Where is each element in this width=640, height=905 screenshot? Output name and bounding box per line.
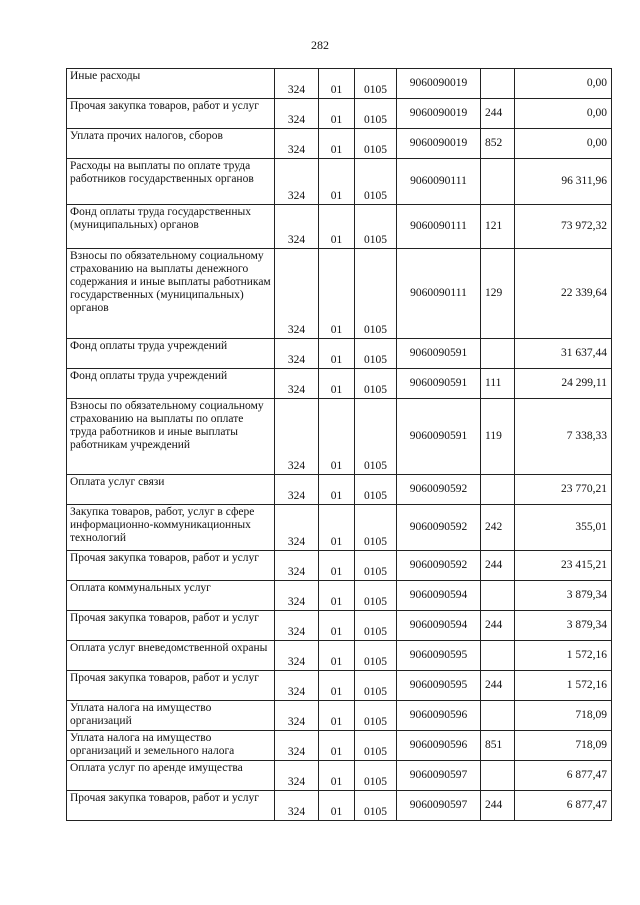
row-section-code: 01 (319, 731, 355, 761)
row-department-code: 324 (275, 99, 319, 129)
row-department-code: 324 (275, 671, 319, 701)
row-department-code: 324 (275, 701, 319, 731)
row-department-code: 324 (275, 249, 319, 339)
row-amount: 22 339,64 (515, 249, 612, 339)
row-subsection-code: 0105 (355, 399, 397, 475)
row-name: Взносы по обязательному социальному страхованию на выплаты денежного содержания и иные выплаты работникам государственных (муниципальных) органов (67, 249, 275, 339)
row-target-article-code: 9060090111 (397, 205, 481, 249)
row-amount: 24 299,11 (515, 369, 612, 399)
table-row (67, 339, 612, 369)
row-expense-type-code: 129 (481, 249, 515, 339)
row-subsection-code: 0105 (355, 475, 397, 505)
row-subsection-code: 0105 (355, 249, 397, 339)
row-name: Фонд оплаты труда государственных (муниципальных) органов (67, 205, 275, 249)
row-subsection-code: 0105 (355, 551, 397, 581)
row-expense-type-code (481, 339, 515, 369)
table-row (67, 791, 612, 821)
row-amount: 1 572,16 (515, 671, 612, 701)
row-expense-type-code: 244 (481, 551, 515, 581)
row-name: Фонд оплаты труда учреждений (67, 339, 275, 369)
row-expense-type-code (481, 761, 515, 791)
row-target-article-code: 9060090595 (397, 641, 481, 671)
table-row (67, 99, 612, 129)
row-section-code: 01 (319, 791, 355, 821)
row-name: Прочая закупка товаров, работ и услуг (67, 551, 275, 581)
row-section-code: 01 (319, 99, 355, 129)
row-expense-type-code (481, 69, 515, 99)
table-row (67, 611, 612, 641)
row-amount: 355,01 (515, 505, 612, 551)
row-department-code: 324 (275, 611, 319, 641)
row-section-code: 01 (319, 701, 355, 731)
row-target-article-code: 9060090596 (397, 731, 481, 761)
row-subsection-code: 0105 (355, 581, 397, 611)
table-row (67, 205, 612, 249)
row-name: Взносы по обязательному социальному страхованию на выплаты по оплате труда работников и иные выплаты работникам учреждений (67, 399, 275, 475)
row-expense-type-code: 852 (481, 129, 515, 159)
table-row (67, 129, 612, 159)
row-section-code: 01 (319, 671, 355, 701)
row-expense-type-code: 121 (481, 205, 515, 249)
row-amount: 7 338,33 (515, 399, 612, 475)
row-subsection-code: 0105 (355, 611, 397, 641)
row-section-code: 01 (319, 475, 355, 505)
row-target-article-code: 9060090594 (397, 581, 481, 611)
row-amount: 0,00 (515, 69, 612, 99)
row-expense-type-code: 244 (481, 611, 515, 641)
row-name: Уплата налога на имущество организаций (67, 701, 275, 731)
row-name: Оплата услуг вневедомственной охраны (67, 641, 275, 671)
row-expense-type-code (481, 701, 515, 731)
row-section-code: 01 (319, 129, 355, 159)
row-department-code: 324 (275, 641, 319, 671)
table-row (67, 249, 612, 339)
row-subsection-code: 0105 (355, 99, 397, 129)
row-amount: 96 311,96 (515, 159, 612, 205)
row-department-code: 324 (275, 399, 319, 475)
row-subsection-code: 0105 (355, 641, 397, 671)
row-section-code: 01 (319, 69, 355, 99)
row-department-code: 324 (275, 551, 319, 581)
table-row (67, 761, 612, 791)
row-department-code: 324 (275, 505, 319, 551)
row-subsection-code: 0105 (355, 671, 397, 701)
row-target-article-code: 9060090019 (397, 99, 481, 129)
row-target-article-code: 9060090595 (397, 671, 481, 701)
row-amount: 3 879,34 (515, 581, 612, 611)
row-section-code: 01 (319, 205, 355, 249)
row-amount: 718,09 (515, 731, 612, 761)
row-target-article-code: 9060090019 (397, 129, 481, 159)
row-subsection-code: 0105 (355, 791, 397, 821)
row-target-article-code: 9060090592 (397, 551, 481, 581)
table-row (67, 159, 612, 205)
row-amount: 3 879,34 (515, 611, 612, 641)
row-expense-type-code (481, 475, 515, 505)
row-expense-type-code (481, 581, 515, 611)
row-name: Фонд оплаты труда учреждений (67, 369, 275, 399)
row-target-article-code: 9060090597 (397, 791, 481, 821)
row-department-code: 324 (275, 581, 319, 611)
row-subsection-code: 0105 (355, 505, 397, 551)
row-subsection-code: 0105 (355, 205, 397, 249)
table-row (67, 671, 612, 701)
row-name: Оплата услуг по аренде имущества (67, 761, 275, 791)
row-department-code: 324 (275, 69, 319, 99)
table-row (67, 581, 612, 611)
row-section-code: 01 (319, 505, 355, 551)
row-target-article-code: 9060090596 (397, 701, 481, 731)
table-row (67, 369, 612, 399)
row-amount: 73 972,32 (515, 205, 612, 249)
row-name: Прочая закупка товаров, работ и услуг (67, 791, 275, 821)
row-expense-type-code: 244 (481, 671, 515, 701)
page-number: 282 (311, 38, 329, 52)
row-name: Оплата коммунальных услуг (67, 581, 275, 611)
row-amount: 718,09 (515, 701, 612, 731)
row-name: Оплата услуг связи (67, 475, 275, 505)
row-section-code: 01 (319, 611, 355, 641)
row-subsection-code: 0105 (355, 339, 397, 369)
row-expense-type-code: 242 (481, 505, 515, 551)
row-name: Уплата налога на имущество организаций и земельного налога (67, 731, 275, 761)
row-section-code: 01 (319, 339, 355, 369)
row-expense-type-code (481, 159, 515, 205)
row-name: Уплата прочих налогов, сборов (67, 129, 275, 159)
row-department-code: 324 (275, 731, 319, 761)
row-subsection-code: 0105 (355, 731, 397, 761)
row-amount: 0,00 (515, 99, 612, 129)
row-target-article-code: 9060090591 (397, 339, 481, 369)
table-row (67, 475, 612, 505)
row-target-article-code: 9060090591 (397, 369, 481, 399)
row-section-code: 01 (319, 159, 355, 205)
row-department-code: 324 (275, 791, 319, 821)
row-amount: 1 572,16 (515, 641, 612, 671)
row-department-code: 324 (275, 129, 319, 159)
table-row (67, 505, 612, 551)
row-expense-type-code: 111 (481, 369, 515, 399)
row-amount: 0,00 (515, 129, 612, 159)
row-subsection-code: 0105 (355, 129, 397, 159)
row-subsection-code: 0105 (355, 69, 397, 99)
row-section-code: 01 (319, 641, 355, 671)
row-department-code: 324 (275, 339, 319, 369)
table-row (67, 399, 612, 475)
row-target-article-code: 9060090019 (397, 69, 481, 99)
row-amount: 23 770,21 (515, 475, 612, 505)
row-section-code: 01 (319, 249, 355, 339)
row-section-code: 01 (319, 369, 355, 399)
row-target-article-code: 9060090597 (397, 761, 481, 791)
row-department-code: 324 (275, 159, 319, 205)
row-amount: 23 415,21 (515, 551, 612, 581)
row-amount: 6 877,47 (515, 761, 612, 791)
row-expense-type-code (481, 641, 515, 671)
table-row (67, 731, 612, 761)
row-department-code: 324 (275, 369, 319, 399)
table-row (67, 641, 612, 671)
row-section-code: 01 (319, 581, 355, 611)
table-row (67, 701, 612, 731)
row-section-code: 01 (319, 551, 355, 581)
row-target-article-code: 9060090591 (397, 399, 481, 475)
row-target-article-code: 9060090592 (397, 505, 481, 551)
row-subsection-code: 0105 (355, 701, 397, 731)
row-expense-type-code: 119 (481, 399, 515, 475)
table-row (67, 69, 612, 99)
row-expense-type-code: 244 (481, 99, 515, 129)
row-name: Закупка товаров, работ, услуг в сфере информационно-коммуникационных технологий (67, 505, 275, 551)
row-expense-type-code: 244 (481, 791, 515, 821)
row-section-code: 01 (319, 761, 355, 791)
table-row (67, 551, 612, 581)
row-name: Расходы на выплаты по оплате труда работников государственных органов (67, 159, 275, 205)
row-subsection-code: 0105 (355, 369, 397, 399)
row-expense-type-code: 851 (481, 731, 515, 761)
row-department-code: 324 (275, 761, 319, 791)
row-target-article-code: 9060090594 (397, 611, 481, 641)
row-subsection-code: 0105 (355, 761, 397, 791)
row-target-article-code: 9060090111 (397, 249, 481, 339)
row-name: Прочая закупка товаров, работ и услуг (67, 671, 275, 701)
row-amount: 31 637,44 (515, 339, 612, 369)
table-body (67, 69, 612, 821)
row-target-article-code: 9060090592 (397, 475, 481, 505)
row-name: Прочая закупка товаров, работ и услуг (67, 99, 275, 129)
row-name: Прочая закупка товаров, работ и услуг (67, 611, 275, 641)
row-target-article-code: 9060090111 (397, 159, 481, 205)
row-name: Иные расходы (67, 69, 275, 99)
row-department-code: 324 (275, 205, 319, 249)
row-section-code: 01 (319, 399, 355, 475)
row-subsection-code: 0105 (355, 159, 397, 205)
budget-table (66, 68, 612, 821)
row-department-code: 324 (275, 475, 319, 505)
row-amount: 6 877,47 (515, 791, 612, 821)
